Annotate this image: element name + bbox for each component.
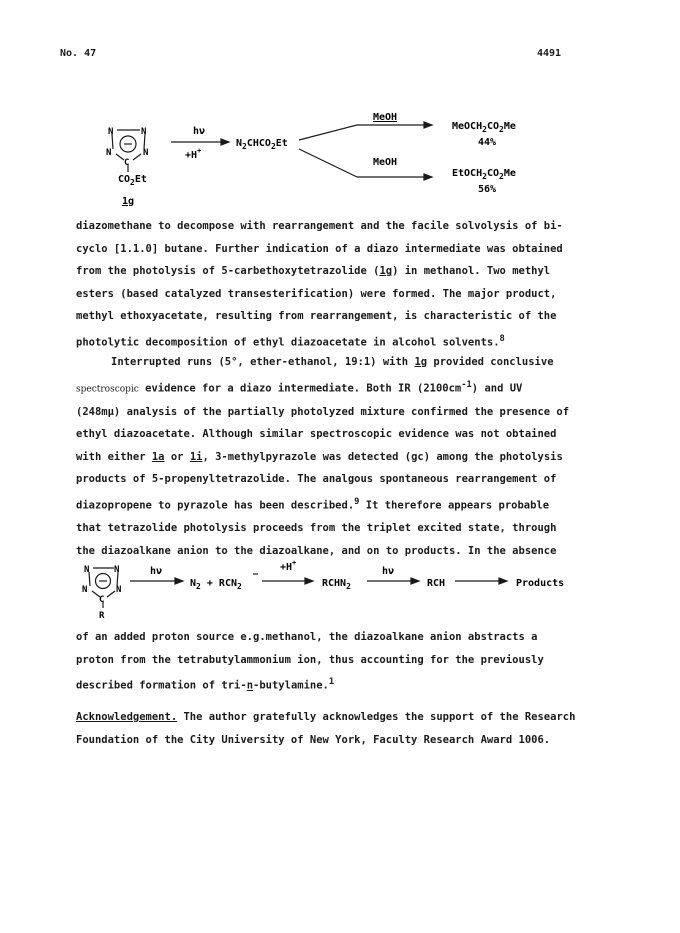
paragraph-1: [76, 215, 616, 354]
nitrogen-and-anion: $N_2 + RCN_2$: [190, 578, 242, 591]
text-line: (248mμ) analysis of the partially photolyzed mixture confirmed the presence of: [76, 405, 570, 418]
text-line: proton from the tetrabutylammonium ion, thus accounting for the previously: [76, 653, 544, 666]
diazo-intermediate: $N_2CHCO_2Et$: [236, 138, 288, 151]
diazoalkane: $RCHN_2$: [322, 578, 351, 591]
acknowledgement-heading: Acknowledgement.: [76, 711, 178, 723]
acknowledgement: [76, 706, 616, 751]
reference-superscript: 1: [328, 677, 335, 688]
arrow-3: [262, 578, 313, 584]
text-line: Acknowledgement. The author gratefully acknowledges the support of the Research: [76, 711, 576, 723]
compound-ref-1a: 1a: [151, 450, 165, 463]
page-number: 4491: [537, 48, 562, 59]
text-line: cyclo [1.1.0] butane. Further indication of a diazo intermediate was obtained: [76, 242, 563, 255]
ring-atom-n: N: [141, 127, 147, 137]
compound-ref-1i: 1i: [189, 450, 203, 463]
text-line: described formation of tri-n-butylamine.$^1$: [76, 677, 335, 692]
italic-n-prefix: n: [246, 679, 254, 692]
text-line: Interrupted runs (5°, ether-ethanol, 19:1) with 1g provided conclusive: [111, 356, 554, 368]
upper-yield: 44%: [478, 137, 497, 148]
product-methyl-methoxyacetate: $MeOCH_2CO_2Me$: [452, 121, 516, 134]
text-line: the diazoalkane anion to the diazoalkane, and on to products. In the absence: [76, 544, 557, 557]
ring-atom-n: N: [114, 565, 120, 575]
ring-atom-c: C: [124, 158, 130, 168]
text-line: from the photolysis of 5-carbethoxytetrazolide (1g) in methanol. Two methyl: [76, 265, 551, 278]
journal-issue: No. 47: [60, 48, 97, 59]
ring-atom-n: N: [108, 127, 114, 137]
paragraph-3: [76, 626, 616, 697]
reference-superscript: 9: [354, 497, 360, 508]
text-line: diazomethane to decompose with rearrangement and the facile solvolysis of bi-: [76, 220, 563, 232]
text-line: diazopropene to pyrazole has been described.$^9$ It therefore appears probable: [76, 497, 550, 512]
branch-arrows: [299, 122, 432, 180]
upper-reagent-methanol: MeOH: [373, 112, 398, 123]
text-line: methyl ethoxyacetate, resulting from rearrangement, is characteristic of the: [76, 310, 557, 323]
ring-atom-n: N: [143, 148, 149, 158]
proton-label: +H+: [185, 147, 202, 161]
arrow-5: [455, 578, 507, 584]
paragraph-2: [76, 351, 616, 562]
ring-atom-n: N: [82, 585, 88, 595]
product-methyl-ethoxyacetate: $EtOCH_2CO_2Me$: [452, 168, 516, 181]
products-label: Products: [516, 578, 565, 589]
compound-ref-1g: 1g: [414, 356, 428, 368]
hv-label: hν: [150, 566, 163, 577]
hv-label: hν: [193, 126, 206, 137]
text-line: photolytic decomposition of ethyl diazoacetate in alcohol solvents.$^8$: [76, 333, 505, 349]
ring-atom-c: C: [99, 595, 105, 605]
lower-yield: 56%: [478, 184, 497, 195]
substituent-co2et: $CO_2Et$: [118, 174, 147, 187]
ring-atom-n: N: [84, 565, 90, 575]
text-line: that tetrazolide photolysis proceeds from the triplet excited state, through: [76, 522, 557, 535]
compound-ref-1g: 1g: [379, 265, 393, 278]
text-line: Foundation of the City University of New York, Faculty Research Award 1006.: [76, 733, 551, 746]
text-line: esters (based catalyzed transesterification) were formed. The major product,: [76, 287, 557, 300]
lower-reagent-methanol: MeOH: [373, 157, 398, 168]
compound-label-1g: 1g: [122, 196, 135, 207]
substituent-r: R: [99, 611, 105, 621]
text-line: ethyl diazoacetate. Although similar spectroscopic evidence was not obtained: [76, 428, 557, 441]
reference-superscript: 8: [499, 333, 505, 344]
hv-label: hν: [382, 566, 395, 577]
text-line: with either 1a or 1i, 3-methylpyrazole was detected (gc) among the photolysis: [76, 450, 563, 463]
text-line: spectroscopic evidence for a diazo intermediate. Both IR $(2100cm^{-1})$ and UV: [76, 379, 523, 395]
carbene: RCH: [427, 578, 446, 589]
arrow-1: [171, 139, 229, 145]
ring-atom-n: N: [116, 585, 122, 595]
ring-atom-n: N: [106, 148, 112, 158]
arrow-4: [367, 578, 419, 584]
text-line: of an added proton source e.g.methanol, the diazoalkane anion abstracts a: [76, 631, 538, 643]
text-line: products of 5-propenyltetrazolide. The analgous spontaneous rearrangement of: [76, 473, 557, 486]
proton-label: +H+: [280, 559, 297, 573]
arrow-2: [130, 578, 183, 584]
reaction-scheme-1: [0, 100, 680, 212]
reaction-scheme-2: [0, 558, 680, 622]
